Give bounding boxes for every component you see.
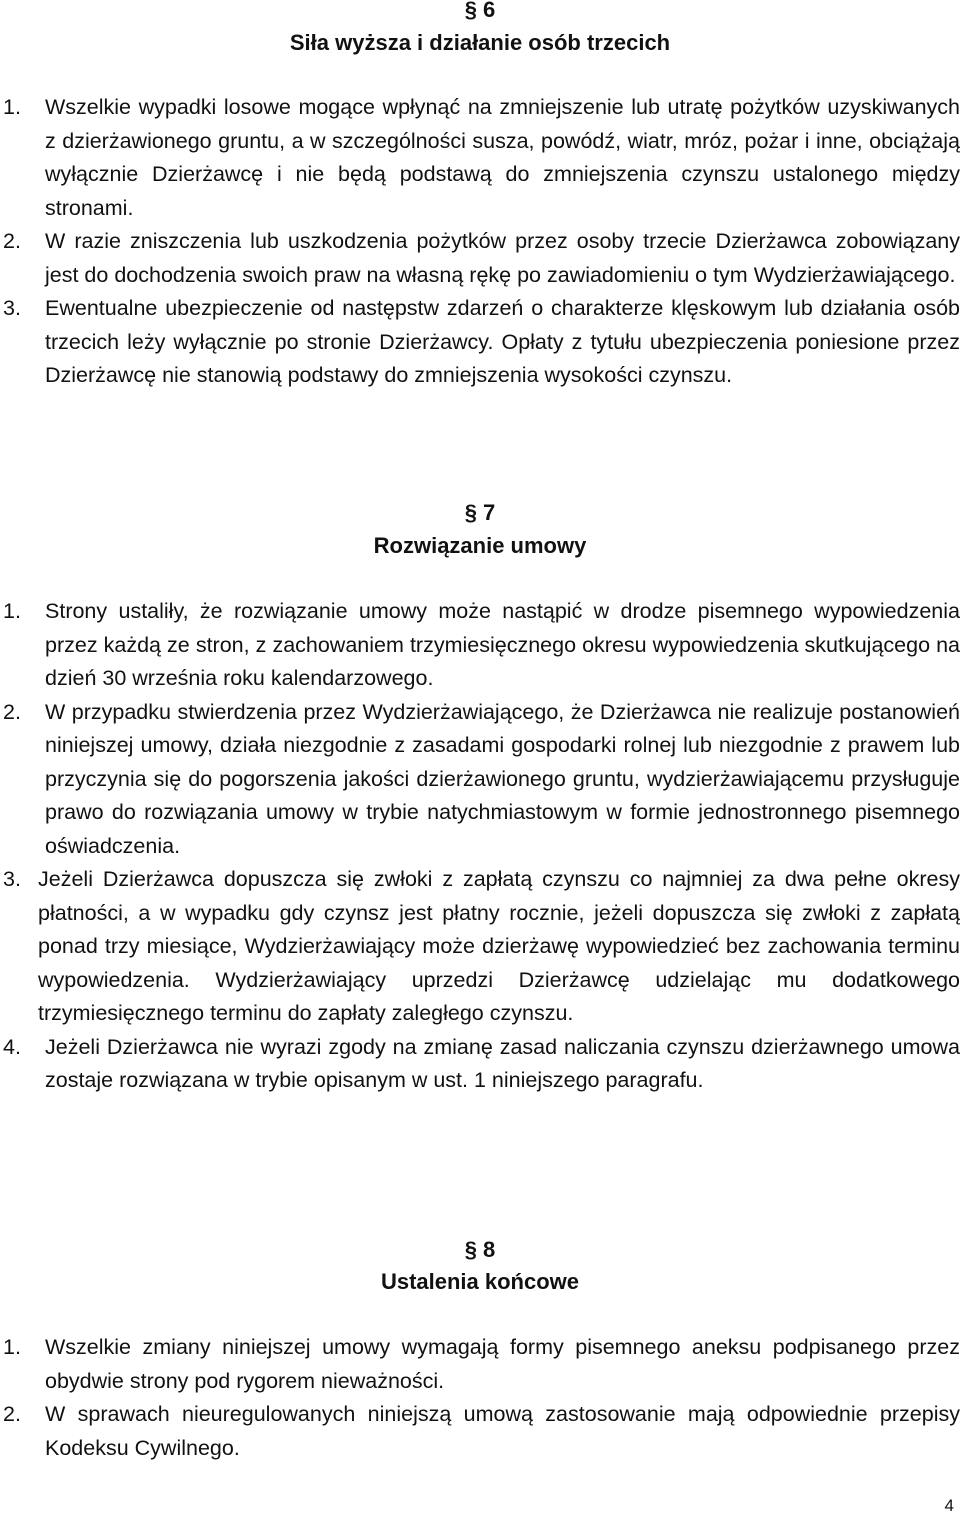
- page-number: 4: [944, 1496, 954, 1515]
- item-text: Strony ustaliły, że rozwiązanie umowy może nastąpić w drodze pisemnego wypowiedzenia przez każdą ze stron, z zachowaniem trzymiesięcznego okresu wypowiedzenia skutkującego na dzień 30 września roku kalendarzowego.: [45, 599, 960, 690]
- section-8-item: [0, 1331, 960, 1398]
- section-6-item: [0, 292, 960, 393]
- item-number: 1.: [3, 1335, 21, 1359]
- section-8-list: [0, 1331, 960, 1465]
- item-number: 1.: [3, 95, 21, 119]
- section-6-title: Siła wyższa i działanie osób trzecich: [289, 30, 671, 55]
- section-6-item: [0, 91, 960, 225]
- item-text: W sprawach nieuregulowanych niniejszą umową zastosowanie mają odpowiednie przepisy Kodeksu Cywilnego.: [45, 1402, 960, 1460]
- item-text: Jeżeli Dzierżawca dopuszcza się zwłoki z zapłatą czynszu co najmniej za dwa pełne okresy płatności, a w wypadku gdy czynsz jest płatny rocznie, jeżeli dopuszcza się zwłoki z zapłatą ponad trzy miesiące, Wydzierżawiający może dzierżawę wypowiedzieć bez zachowania terminu wypowiedzenia. Wydzierżawiający uprzedzi Dzierżawcę udzielając mu dodatkowego trzymiesięcznego terminu do zapłaty zaległego czynszu.: [38, 867, 960, 1025]
- item-text: Wszelkie wypadki losowe mogące wpłynąć na zmniejszenie lub utratę pożytków uzyskiwanych z dzierżawionego gruntu, a w szczególności susza, powódź, wiatr, mróz, pożar i inne, obciążają wyłącznie Dzierżawcę i nie będą podstawą do zmniejszenia czynszu ustalonego między stronami.: [45, 95, 960, 220]
- item-number: 2.: [3, 1402, 21, 1426]
- item-text: Wszelkie zmiany niniejszej umowy wymagają formy pisemnego aneksu podpisanego przez obydwie strony pod rygorem nieważności.: [45, 1335, 960, 1393]
- section-7-title: Rozwiązanie umowy: [373, 533, 587, 558]
- section-8-title: Ustalenia końcowe: [380, 1269, 580, 1294]
- section-7-item: [0, 1031, 960, 1098]
- section-7-item: [0, 595, 960, 696]
- section-7-item: [0, 863, 960, 1031]
- section-8-item: [0, 1398, 960, 1465]
- item-number: 3.: [3, 867, 21, 891]
- section-6-item: [0, 225, 960, 292]
- section-7-list: [0, 595, 960, 1098]
- section-6-number: § 6: [464, 0, 496, 22]
- section-8-number: § 8: [464, 1237, 496, 1262]
- item-number: 2.: [3, 699, 21, 724]
- section-7-number: § 7: [464, 500, 496, 525]
- item-number: 3.: [3, 296, 21, 320]
- section-6-list: [0, 91, 960, 393]
- item-text: Ewentualne ubezpieczenie od następstw zdarzeń o charakterze klęskowym lub działania osób trzecich leży wyłącznie po stronie Dzierżawcy. Opłaty z tytułu ubezpieczenia poniesione przez Dzierżawcę nie stanowią podstawy do zmniejszenia wysokości czynszu.: [45, 296, 960, 387]
- item-text: Jeżeli Dzierżawca nie wyrazi zgody na zmianę zasad naliczania czynszu dzierżawnego umowa zostaje rozwiązana w trybie opisanym w ust. 1 niniejszego paragrafu.: [45, 1034, 960, 1092]
- item-text: W razie zniszczenia lub uszkodzenia pożytków przez osoby trzecie Dzierżawca zobowiązany jest do dochodzenia swoich praw na własną rękę po zawiadomieniu o tym Wydzierżawiającego.: [45, 229, 960, 287]
- item-number: 2.: [3, 229, 21, 253]
- item-text: W przypadku stwierdzenia przez Wydzierżawiającego, że Dzierżawca nie realizuje postanowień niniejszej umowy, działa niezgodnie z zasadami gospodarki rolnej lub niezgodnie z prawem lub przyczynia się do pogorszenia jakości dzierżawionego gruntu, wydzierżawiającemu przysługuje prawo do rozwiązania umowy w trybie natychmiastowym w formie jednostronnego pisemnego oświadczenia.: [45, 699, 960, 858]
- item-number: 4.: [3, 1034, 21, 1059]
- item-number: 1.: [3, 599, 21, 623]
- section-7-item: [0, 696, 960, 864]
